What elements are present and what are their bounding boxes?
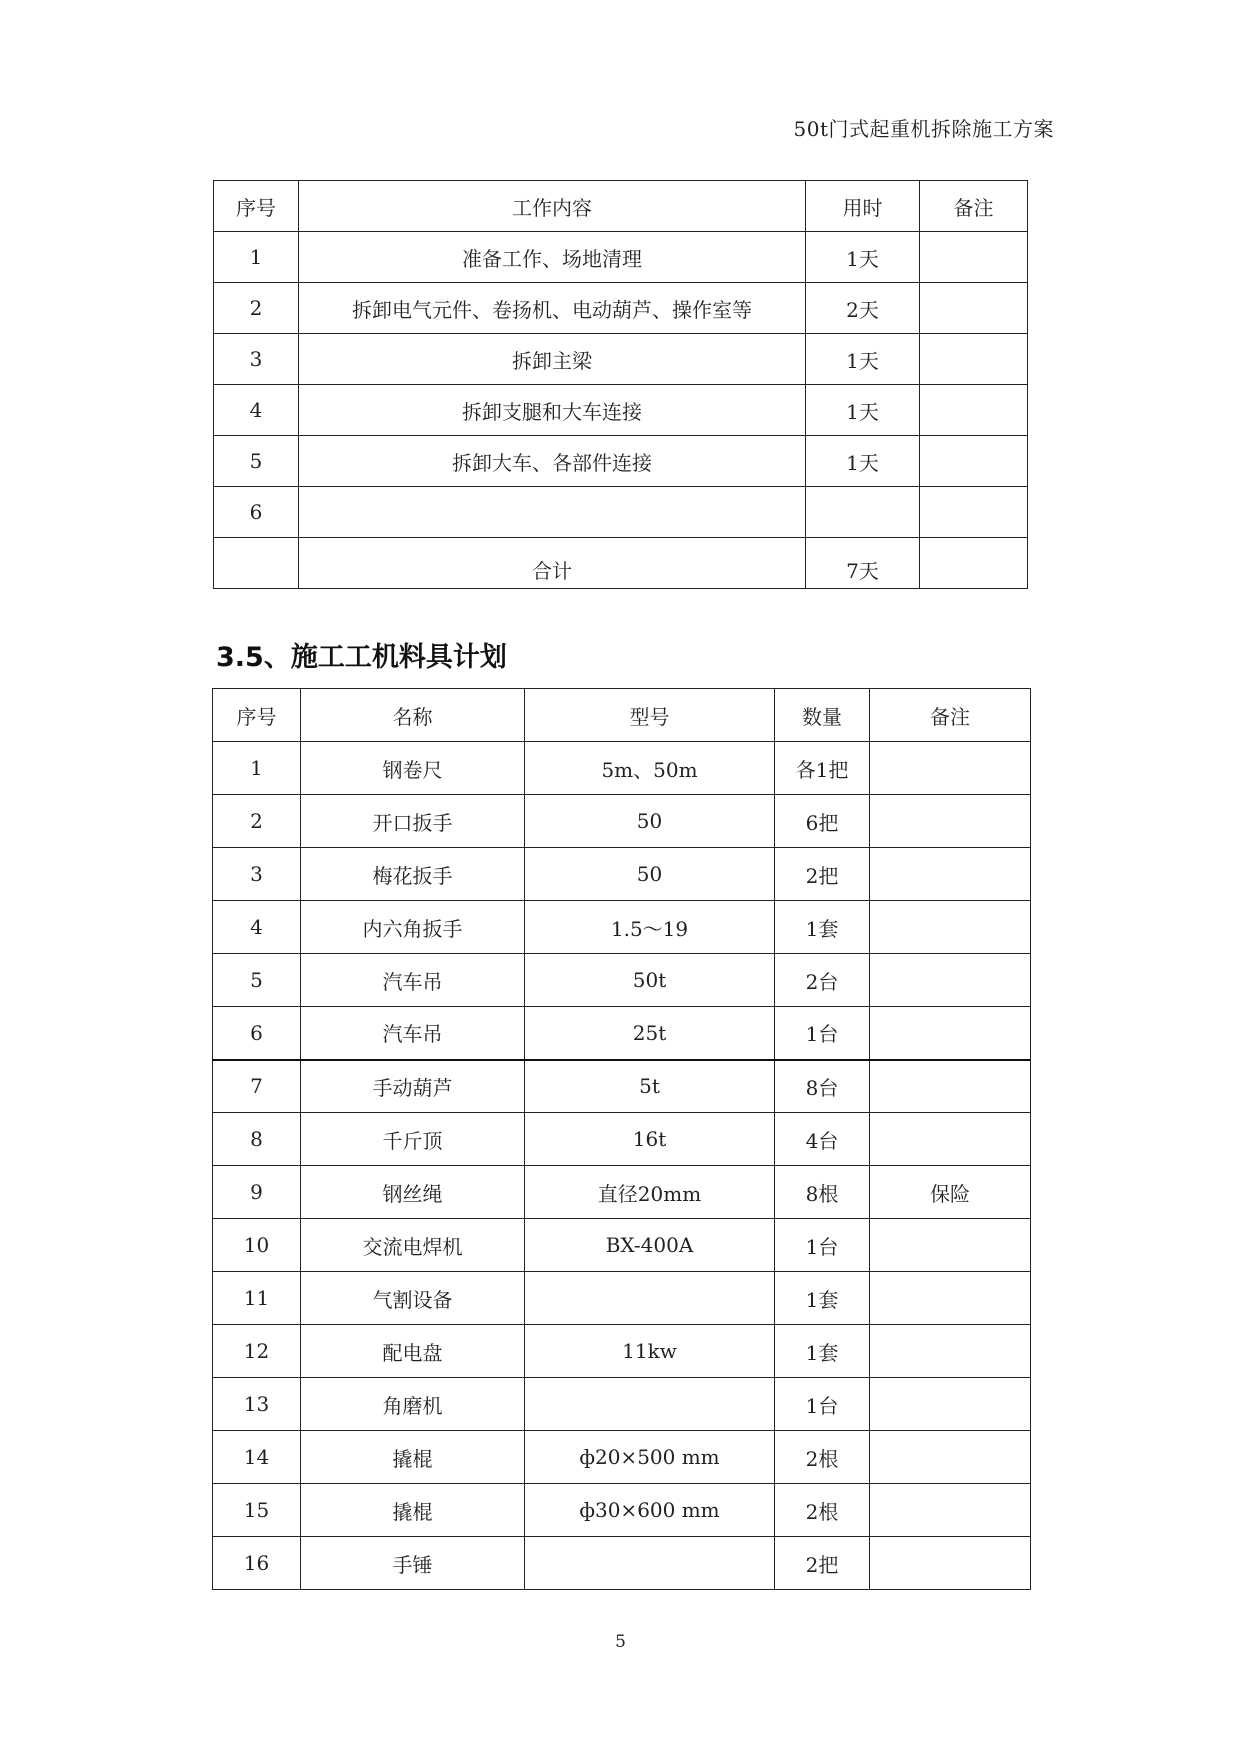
- tools-cell-no: 6: [213, 1007, 301, 1060]
- schedule-row: [214, 436, 1028, 487]
- schedule-cell-content: 拆卸主梁: [299, 334, 806, 385]
- tools-cell-qty: 6把: [775, 795, 870, 848]
- tools-cell-model: 1.5～19: [525, 901, 775, 954]
- tools-cell-qty: 1套: [775, 1272, 870, 1325]
- tools-row: [213, 795, 1031, 848]
- tools-cell-model: 11kw: [525, 1325, 775, 1378]
- tools-cell-model: 5m、50m: [525, 742, 775, 795]
- schedule-row: [214, 385, 1028, 436]
- schedule-total-note: [920, 538, 1028, 589]
- schedule-header-cell: 工作内容: [299, 181, 806, 232]
- tools-cell-no: 1: [213, 742, 301, 795]
- tools-row: [213, 1166, 1031, 1219]
- tools-cell-model: 5t: [525, 1060, 775, 1113]
- schedule-cell-no: 5: [214, 436, 299, 487]
- tools-cell-note: [870, 901, 1031, 954]
- schedule-cell-note: [920, 487, 1028, 538]
- tools-row: [213, 1537, 1031, 1590]
- schedule-header-cell: 序号: [214, 181, 299, 232]
- tools-cell-name: 交流电焊机: [301, 1219, 525, 1272]
- tools-cell-note: [870, 848, 1031, 901]
- tools-cell-note: [870, 1537, 1031, 1590]
- schedule-row: [214, 487, 1028, 538]
- schedule-cell-content: [299, 487, 806, 538]
- tools-cell-qty: 2台: [775, 954, 870, 1007]
- tools-header-cell: 备注: [870, 689, 1031, 742]
- tools-cell-name: 角磨机: [301, 1378, 525, 1431]
- tools-cell-qty: 1套: [775, 1325, 870, 1378]
- schedule-cell-note: [920, 385, 1028, 436]
- tools-cell-no: 12: [213, 1325, 301, 1378]
- tools-cell-note: [870, 954, 1031, 1007]
- tools-cell-note: [870, 742, 1031, 795]
- tools-cell-no: 14: [213, 1431, 301, 1484]
- tools-cell-model: 50: [525, 795, 775, 848]
- schedule-total-content: 合计: [299, 538, 806, 589]
- tools-cell-model: 16t: [525, 1113, 775, 1166]
- tools-cell-model: BX-400A: [525, 1219, 775, 1272]
- schedule-cell-note: [920, 283, 1028, 334]
- schedule-row: [214, 283, 1028, 334]
- tools-cell-name: 开口扳手: [301, 795, 525, 848]
- tools-row: [213, 1431, 1031, 1484]
- tools-cell-no: 2: [213, 795, 301, 848]
- section-title: 3.5、施工工机料具计划: [216, 642, 507, 673]
- schedule-cell-note: [920, 436, 1028, 487]
- schedule-total-time: 7天: [806, 538, 920, 589]
- schedule-cell-note: [920, 334, 1028, 385]
- schedule-cell-content: 拆卸电气元件、卷扬机、电动葫芦、操作室等: [299, 283, 806, 334]
- tools-cell-name: 汽车吊: [301, 1007, 525, 1060]
- tools-cell-model: 直径20mm: [525, 1166, 775, 1219]
- tools-cell-model: [525, 1378, 775, 1431]
- tools-row: [213, 1325, 1031, 1378]
- schedule-cell-note: [920, 232, 1028, 283]
- schedule-cell-content: 拆卸大车、各部件连接: [299, 436, 806, 487]
- tools-cell-no: 5: [213, 954, 301, 1007]
- tools-header-row: [213, 689, 1031, 742]
- tools-cell-qty: 2把: [775, 1537, 870, 1590]
- schedule-cell-time: 1天: [806, 334, 920, 385]
- tools-cell-model: [525, 1537, 775, 1590]
- tools-cell-qty: 8根: [775, 1166, 870, 1219]
- schedule-total-no: [214, 538, 299, 589]
- tools-cell-note: [870, 1060, 1031, 1113]
- tools-row: [213, 1272, 1031, 1325]
- tools-cell-no: 8: [213, 1113, 301, 1166]
- tools-cell-qty: 1套: [775, 901, 870, 954]
- tools-cell-qty: 2根: [775, 1431, 870, 1484]
- tools-cell-model: ф20×500 mm: [525, 1431, 775, 1484]
- tools-header-cell: 序号: [213, 689, 301, 742]
- schedule-header-cell: 用时: [806, 181, 920, 232]
- tools-row: [213, 1060, 1031, 1113]
- tools-cell-note: [870, 1272, 1031, 1325]
- tools-cell-name: 撬棍: [301, 1431, 525, 1484]
- tools-cell-no: 7: [213, 1060, 301, 1113]
- tools-cell-note: [870, 1431, 1031, 1484]
- tools-row: [213, 848, 1031, 901]
- tools-cell-qty: 2根: [775, 1484, 870, 1537]
- tools-cell-name: 钢丝绳: [301, 1166, 525, 1219]
- tools-cell-name: 千斤顶: [301, 1113, 525, 1166]
- schedule-cell-time: 2天: [806, 283, 920, 334]
- tools-cell-no: 16: [213, 1537, 301, 1590]
- tools-cell-qty: 各1把: [775, 742, 870, 795]
- tools-cell-qty: 8台: [775, 1060, 870, 1113]
- schedule-total-row: [214, 538, 1028, 589]
- page-number: 5: [615, 1632, 626, 1652]
- tools-cell-note: [870, 1113, 1031, 1166]
- schedule-header-row: [214, 181, 1028, 232]
- tools-row: [213, 901, 1031, 954]
- tools-cell-note: [870, 1325, 1031, 1378]
- tools-cell-no: 15: [213, 1484, 301, 1537]
- tools-cell-name: 内六角扳手: [301, 901, 525, 954]
- tools-cell-name: 手动葫芦: [301, 1060, 525, 1113]
- schedule-cell-time: 1天: [806, 436, 920, 487]
- schedule-cell-time: 1天: [806, 385, 920, 436]
- tools-cell-no: 13: [213, 1378, 301, 1431]
- tools-row: [213, 1113, 1031, 1166]
- tools-cell-no: 4: [213, 901, 301, 954]
- schedule-header-cell: 备注: [920, 181, 1028, 232]
- tools-cell-qty: 4台: [775, 1113, 870, 1166]
- tools-cell-qty: 1台: [775, 1219, 870, 1272]
- tools-header-cell: 型号: [525, 689, 775, 742]
- tools-cell-name: 撬棍: [301, 1484, 525, 1537]
- tools-row: [213, 1378, 1031, 1431]
- schedule-row: [214, 334, 1028, 385]
- schedule-row: [214, 232, 1028, 283]
- tools-cell-qty: 1台: [775, 1378, 870, 1431]
- tools-table: [212, 688, 1031, 1590]
- schedule-cell-time: 1天: [806, 232, 920, 283]
- tools-cell-name: 钢卷尺: [301, 742, 525, 795]
- tools-cell-model: 25t: [525, 1007, 775, 1060]
- tools-row: [213, 1484, 1031, 1537]
- tools-cell-note: [870, 1378, 1031, 1431]
- tools-cell-no: 10: [213, 1219, 301, 1272]
- tools-cell-no: 9: [213, 1166, 301, 1219]
- tools-cell-note: 保险: [870, 1166, 1031, 1219]
- schedule-cell-time: [806, 487, 920, 538]
- tools-row: [213, 742, 1031, 795]
- schedule-cell-no: 3: [214, 334, 299, 385]
- tools-cell-model: 50: [525, 848, 775, 901]
- tools-cell-no: 3: [213, 848, 301, 901]
- schedule-cell-content: 拆卸支腿和大车连接: [299, 385, 806, 436]
- schedule-table: [213, 180, 1028, 589]
- tools-cell-model: [525, 1272, 775, 1325]
- tools-header-cell: 数量: [775, 689, 870, 742]
- tools-cell-qty: 2把: [775, 848, 870, 901]
- tools-cell-note: [870, 1219, 1031, 1272]
- schedule-cell-no: 2: [214, 283, 299, 334]
- tools-cell-name: 手锤: [301, 1537, 525, 1590]
- tools-cell-note: [870, 795, 1031, 848]
- schedule-cell-no: 6: [214, 487, 299, 538]
- tools-cell-model: ф30×600 mm: [525, 1484, 775, 1537]
- tools-row: [213, 1219, 1031, 1272]
- tools-cell-name: 汽车吊: [301, 954, 525, 1007]
- tools-cell-name: 配电盘: [301, 1325, 525, 1378]
- tools-cell-model: 50t: [525, 954, 775, 1007]
- tools-cell-no: 11: [213, 1272, 301, 1325]
- tools-cell-qty: 1台: [775, 1007, 870, 1060]
- tools-row: [213, 954, 1031, 1007]
- schedule-cell-content: 准备工作、场地清理: [299, 232, 806, 283]
- schedule-cell-no: 4: [214, 385, 299, 436]
- tools-row: [213, 1007, 1031, 1060]
- tools-cell-note: [870, 1484, 1031, 1537]
- tools-cell-note: [870, 1007, 1031, 1060]
- tools-cell-name: 梅花扳手: [301, 848, 525, 901]
- schedule-cell-no: 1: [214, 232, 299, 283]
- tools-header-cell: 名称: [301, 689, 525, 742]
- tools-cell-name: 气割设备: [301, 1272, 525, 1325]
- document-header-title: 50t门式起重机拆除施工方案: [793, 117, 1054, 141]
